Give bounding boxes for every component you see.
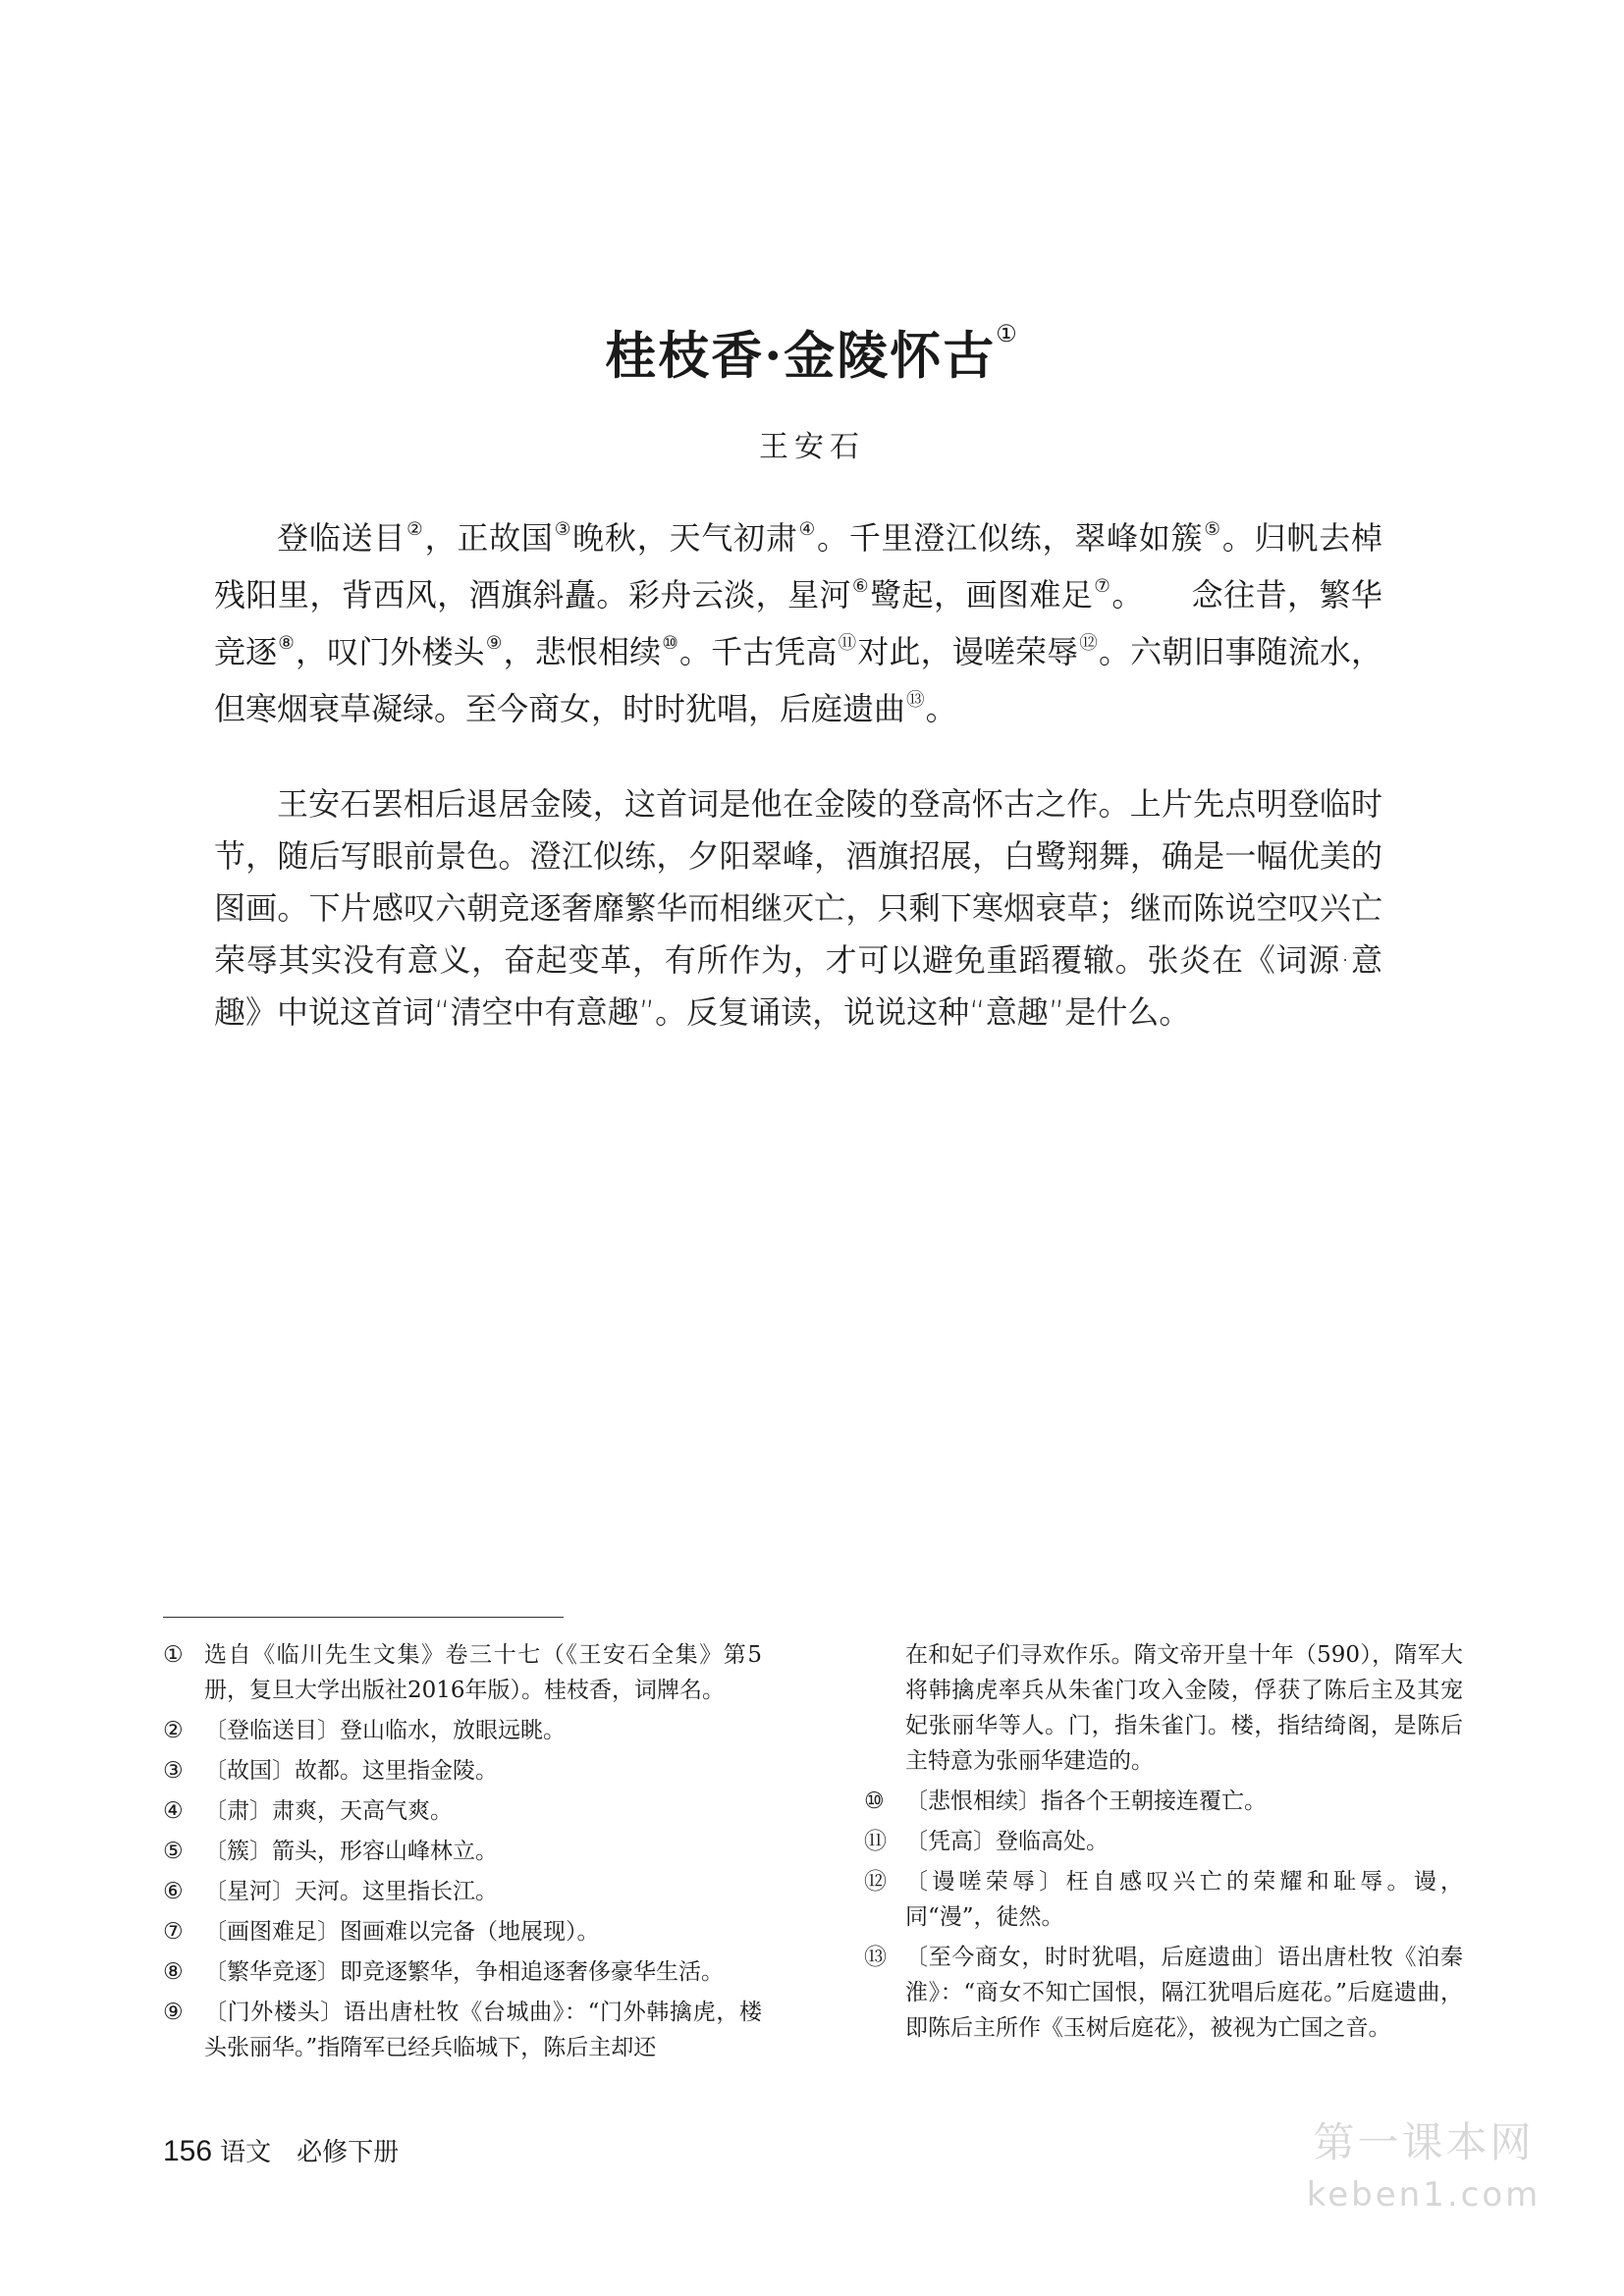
- footnote-number: ⑧: [163, 1959, 184, 1985]
- watermark-line-2: keben1.com: [1306, 2175, 1542, 2215]
- footnote-marker: ⑦: [1094, 576, 1111, 597]
- footnote-item: [163, 1713, 762, 1748]
- footnote-number: ⑪: [864, 1829, 887, 1854]
- footnote-marker: ③: [554, 519, 572, 540]
- poem-text: 对此，谩嗟荣辱: [857, 633, 1079, 670]
- poem-text: 。: [925, 690, 957, 727]
- footnote-text: 〔画图难足〕图画难以完备（地展现）。: [204, 1919, 600, 1945]
- footnote-item: [864, 1864, 1463, 1935]
- footnote-item: [864, 1824, 1463, 1859]
- poem-text: 。归帆去棹残阳里，背西风，酒旗斜矗。彩舟云淡，星河: [214, 519, 1382, 614]
- footnote-marker: ⑥: [852, 576, 870, 597]
- footnote-text: 〔肃〕肃爽，天高气爽。: [204, 1798, 453, 1824]
- footnotes-right-column: [864, 1637, 1463, 2051]
- page-footer: [163, 2132, 399, 2168]
- poem-text: ，正故国: [424, 519, 554, 557]
- footnote-item: [163, 1954, 762, 1990]
- footnote-marker: ⑪: [838, 633, 857, 654]
- footnote-text: 〔至今商女，时时犹唱，后庭遗曲〕语出唐杜牧《泊秦淮》：“商女不知亡国恨，隔江犹唱后庭花。”后庭遗曲，即陈后主所作《玉树后庭花》，被视为亡国之音。: [905, 1945, 1463, 2041]
- poem-text: 。六朝旧事随流水，但寒烟衰草凝绿。至今商女，时时犹唱，后庭遗曲: [214, 633, 1382, 727]
- footnote-text: 〔簇〕箭头，形容山峰林立。: [204, 1839, 498, 1864]
- page-title: [0, 312, 1624, 392]
- footnote-marker: ⑧: [278, 633, 296, 654]
- footnote-marker: ②: [406, 519, 424, 540]
- poem-text: 。 念往昔，繁华竞逐: [214, 576, 1382, 670]
- title-text: 桂枝香·金陵怀古: [605, 326, 997, 387]
- footnote-number: ⑦: [163, 1919, 184, 1945]
- footnote-item: [163, 1637, 762, 1708]
- commentary-paragraph: 王安石罢相后退居金陵，这首词是他在金陵的登高怀古之作。上片先点明登临时节，随后写眼前景色。澄江似练，夕阳翠峰，酒旗招展，白鹭翔舞，确是一幅优美的图画。下片感叹六朝竞逐奢靡繁华而相继灭亡，只剩下寒烟衰草；继而陈说空叹兴亡荣辱其实没有意义，奋起变革，有所作为，才可以避免重蹈覆辙。张炎在《词源·意趣》中说这首词“清空中有意趣”。反复诵读，说说这种“意趣”是什么。: [214, 785, 1382, 1031]
- footnote-marker: ⑫: [1079, 633, 1098, 654]
- poem-text: ，悲恨相续: [503, 633, 662, 670]
- footnote-text: 〔门外楼头〕语出唐杜牧《台城曲》：“门外韩擒虎，楼头张丽华。”指隋军已经兵临城下，陈后主却还: [204, 2000, 762, 2060]
- book-name: 语文 必修下册: [220, 2138, 400, 2167]
- footnote-marker: ⑤: [1204, 519, 1221, 540]
- footnote-marker: ⑩: [662, 633, 678, 654]
- footnote-item: [163, 1874, 762, 1909]
- footnote-item: [163, 1834, 762, 1869]
- page-number: 156: [163, 2135, 213, 2167]
- footnotes-left-column: [163, 1637, 762, 2070]
- footnote-number: ①: [163, 1642, 184, 1668]
- watermark: [1276, 2110, 1571, 2215]
- footnote-number: ⑤: [163, 1839, 184, 1864]
- footnote-text: 〔星河〕天河。这里指长江。: [204, 1879, 498, 1904]
- footnote-number: ②: [163, 1718, 184, 1743]
- poem-text: 登临送目: [277, 519, 406, 557]
- poem-paragraph: [214, 512, 1382, 740]
- poem-text: 鹭起，画图难足: [870, 576, 1094, 614]
- footnote-divider: [163, 1617, 564, 1618]
- footnote-text: 〔繁华竞逐〕即竞逐繁华，争相追逐奢侈豪华生活。: [204, 1959, 724, 1985]
- poem-text: 。千古凭高: [679, 633, 838, 670]
- footnote-9-continuation: 在和妃子们寻欢作乐。隋文帝开皇十年（590），隋军大将韩擒虎率兵从朱雀门攻入金陵，俘获了陈后主及其宠妃张丽华等人。门，指朱雀门。楼，指结绮阁，是陈后主特意为张丽华建造的。: [905, 1642, 1463, 1774]
- footnote-text: 〔登临送目〕登山临水，放眼远眺。: [204, 1718, 566, 1743]
- commentary: [214, 778, 1382, 1039]
- footnote-number: ⑬: [864, 1945, 887, 1970]
- footnote-text: 选自《临川先生文集》卷三十七（《王安石全集》第5册，复旦大学出版社2016年版）。桂枝香，词牌名。: [204, 1642, 762, 1703]
- author: 王安石: [759, 430, 865, 464]
- footnote-item: [163, 1995, 762, 2065]
- footnote-marker: ⑬: [906, 690, 925, 711]
- footnote-number: ⑫: [864, 1869, 887, 1895]
- poem-text: 。千里澄江似练，翠峰如簇: [817, 519, 1204, 557]
- footnote-item: [864, 1784, 1463, 1819]
- watermark-line-1: 第一课本网: [1313, 2118, 1535, 2166]
- footnote-item: [163, 1914, 762, 1949]
- footnote-number: ⑩: [864, 1789, 885, 1814]
- footnote-marker: ④: [798, 519, 817, 540]
- footnote-number: ⑥: [163, 1879, 184, 1904]
- footnote-item: [163, 1753, 762, 1789]
- footnote-marker: ⑨: [485, 633, 503, 654]
- footnote-text: 〔悲恨相续〕指各个王朝接连覆亡。: [905, 1789, 1267, 1814]
- poem-text: ，叹门外楼头: [296, 633, 485, 670]
- footnote-number: ③: [163, 1758, 184, 1784]
- footnote-number: ⑨: [163, 2000, 184, 2025]
- footnote-item: [163, 1793, 762, 1829]
- footnote-text: 〔凭高〕登临高处。: [905, 1829, 1109, 1854]
- footnote-text: 〔故国〕故都。这里指金陵。: [204, 1758, 498, 1784]
- footnote-text: 〔谩嗟荣辱〕枉自感叹兴亡的荣耀和耻辱。谩，同“漫”，徒然。: [905, 1869, 1463, 1930]
- title-note-marker: ①: [996, 320, 1019, 347]
- footnote-number: ④: [163, 1798, 184, 1824]
- poem-body: [214, 512, 1382, 740]
- footnote-item: [864, 1940, 1463, 2046]
- poem-text: 晚秋，天气初肃: [572, 519, 798, 557]
